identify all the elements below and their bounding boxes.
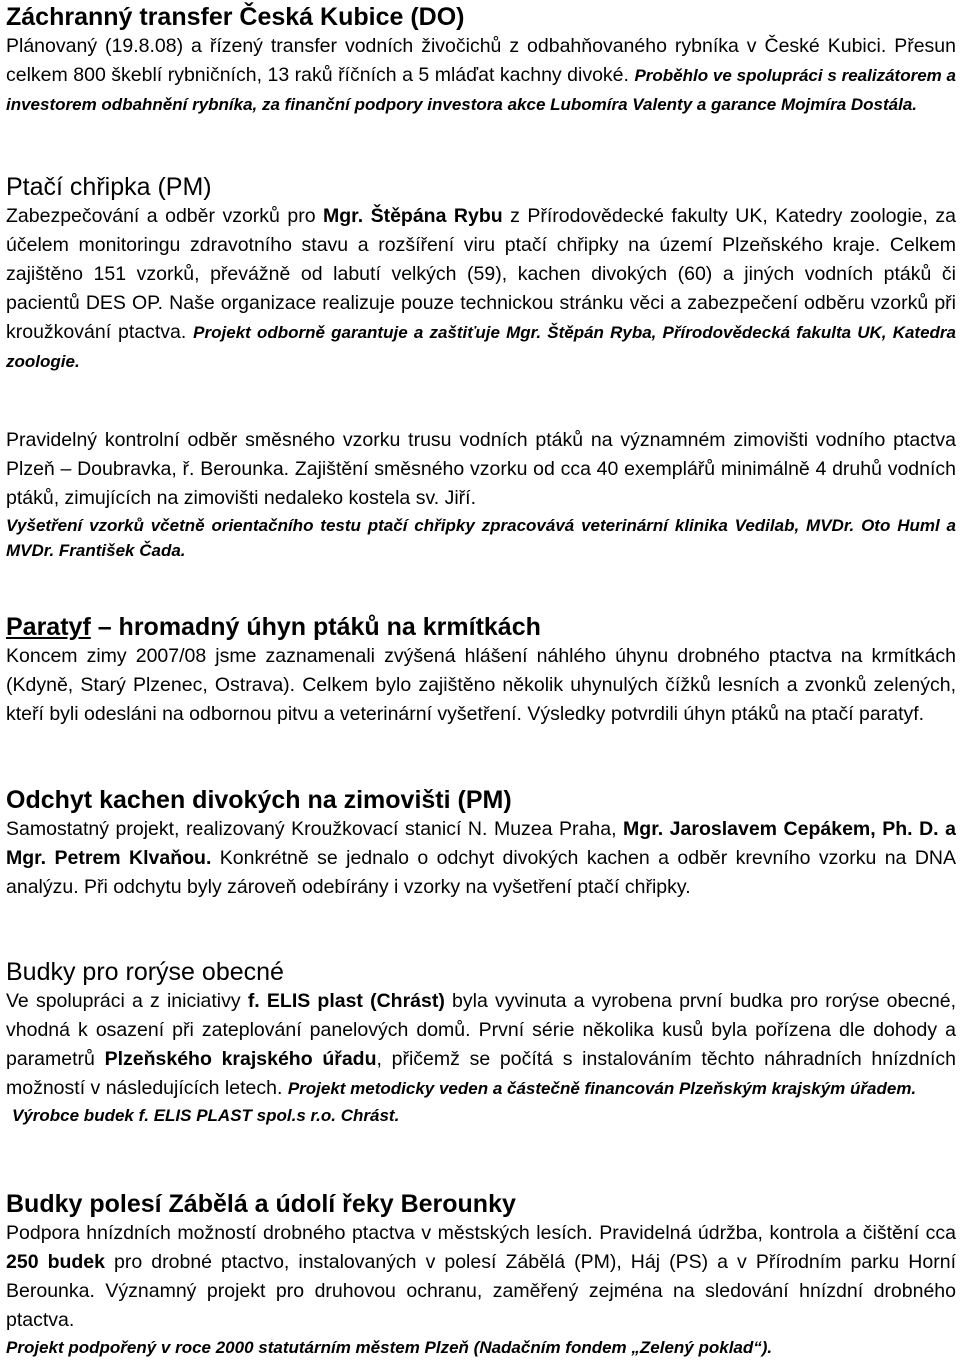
section-note: Projekt metodicky veden a částečně financován Plzeňským krajským úřadem.	[287, 1079, 917, 1098]
section-kontrolni-odber	[6, 426, 956, 563]
section-body: Ve spolupráci a z iniciativy f. ELIS plast (Chrást) byla vyvinuta a vyrobena první budka pro rorýse obecné, vhodná k osazení při zateplování panelových domů. První série několika kusů byla pořízena dle dohody a parametrů Plzeňského krajského úřadu, přičemž se počítá s instalováním těchto náhradních hnízdních možností v následujících letech. Projekt metodicky veden a částečně financován Plzeňským krajským úřadem.	[6, 990, 957, 1099]
section-body: Koncem zimy 2007/08 jsme zaznamenali zvýšená hlášení náhlého úhynu drobného ptactva na krmítkách (Kdyně, Starý Plzenec, Ostrava). Celkem bylo zajištěno několik uhynulých čížků lesních a zvonků zelených, kteří byli odesláni na odbornou pitvu a veterinární vyšetření. Výsledky potvrdili úhyn ptáků na ptačí paratyf.	[6, 645, 956, 725]
section-body: Pravidelný kontrolní odběr směsného vzorku trusu vodních ptáků na významném zimovišti vodního ptactva Plzeň – Doubravka, ř. Berounka. Zajištění směsného vzorku od cca 40 exemplářů minimálně 4 druhů vodních ptáků, zimujících na zimovišti nedaleko kostela sv. Jiří.	[6, 429, 956, 509]
section-body: Podpora hnízdních možností drobného ptactva v městských lesích. Pravidelná údržba, kontrola a čištění cca 250 budek pro drobné ptactvo, instalovaných v polesí Zábělá (PM), Háj (PS) a v Přírodním parku Horní Berounka. Významný projekt pro druhovou ochranu, zaměřený zejména na sledování hnízdní drobného ptactva.	[6, 1222, 956, 1331]
section-odchyt	[6, 785, 956, 902]
section-paratyf	[6, 612, 956, 729]
section-title: Záchranný transfer Česká Kubice (DO)	[6, 3, 465, 31]
section-note: Projekt podpořený v roce 2000 statutárním městem Plzeň (Nadačním fondem „Zelený poklad“).	[6, 1338, 773, 1357]
section-ptaci-chripka	[6, 172, 956, 376]
section-title: Odchyt kachen divokých na zimovišti (PM)	[6, 786, 512, 814]
section-note: Vyšetření vzorků včetně orientačního testu ptačí chřipky zpracovává veterinární klinika Vedilab, MVDr. Oto Huml a MVDr. František Čada.	[6, 516, 956, 560]
section-title: Budky polesí Zábělá a údolí řeky Berounky	[6, 1190, 516, 1218]
section-budky-polesi	[6, 1189, 956, 1360]
section-note: Proběhlo ve spolupráci s realizátorem a investorem odbahnění rybníka, za finanční podpory investora akce Lubomíra Valenty a garance Mojmíra Dostála.	[6, 66, 957, 114]
section-body: Samostatný projekt, realizovaný Kroužkovací stanicí N. Muzea Praha, Mgr. Jaroslavem Cepákem, Ph. D. a Mgr. Petrem Klvaňou. Konkrétně se jednalo o odchyt divokých kachen a odběr krevního vzorku na DNA analýzu. Při odchytu byly zároveň odebírány i vzorky na vyšetření ptačí chřipky.	[6, 818, 956, 898]
section-transfer	[6, 2, 956, 119]
section-note: Projekt odborně garantuje a zaštiťuje Mgr. Štěpán Ryba, Přírodovědecká fakulta UK, Katedra zoologie.	[6, 323, 956, 371]
section-body: Plánovaný (19.8.08) a řízený transfer vodních živočichů z odbahňovaného rybníka v České Kubici. Přesun celkem 800 škeblí rybničních, 13 raků říčních a 5 mláďat kachny divoké. Proběhlo ve spolupráci s realizátorem a investorem odbahnění rybníka, za finanční podpory investora akce Lubomíra Valenty a garance Mojmíra Dostála.	[6, 35, 957, 114]
section-body: Zabezpečování a odběr vzorků pro Mgr. Štěpána Rybu z Přírodovědecké fakulty UK, Katedry zoologie, za účelem monitoringu zdravotního stavu a rozšíření viru ptačí chřipky na území Plzeňského kraje. Celkem zajištěno 151 vzorků, převážně od labutí velkých (59), kachen divokých (60) a jiných vodních ptáků či pacientů DES OP. Naše organizace realizuje pouze technickou stránku věci a zabezpečení odběru vzorků při kroužkování ptactva. Projekt odborně garantuje a zaštiťuje Mgr. Štěpán Ryba, Přírodovědecká fakulta UK, Katedra zoologie.	[6, 205, 957, 371]
section-budky-rorys	[6, 957, 956, 1128]
section-title: Paratyf – hromadný úhyn ptáků na krmítkách	[6, 613, 541, 641]
section-title: Budky pro rorýse obecné	[6, 958, 284, 986]
section-note-2: Výrobce budek f. ELIS PLAST spol.s r.o. Chrást.	[12, 1106, 400, 1125]
section-title: Ptačí chřipka (PM)	[6, 173, 212, 201]
